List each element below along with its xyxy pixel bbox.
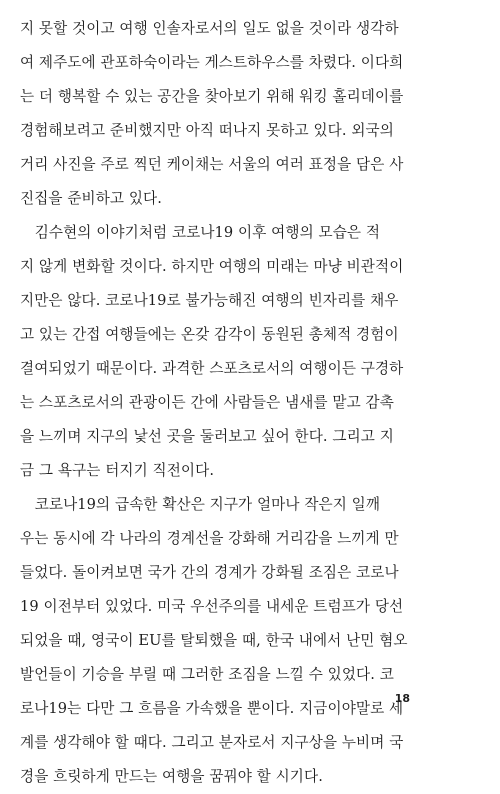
paragraph-2 bbox=[20, 216, 490, 488]
text-line: 는 스포츠로서의 관광이든 간에 사람들은 냄새를 맡고 감촉 bbox=[20, 394, 394, 411]
text-line: 지 못할 것이고 여행 인솔자로서의 일도 없을 것이라 생각하 bbox=[20, 20, 399, 37]
paragraph-3 bbox=[20, 488, 490, 794]
text-line: 지 않게 변화할 것이다. 하지만 여행의 미래는 마냥 비관적이 bbox=[20, 258, 404, 275]
text-line: 김수현의 이야기처럼 코로나19 이후 여행의 모습은 적 bbox=[20, 224, 381, 241]
text-line: 진집을 준비하고 있다. bbox=[20, 190, 162, 207]
text-line: 여 제주도에 관포하숙이라는 게스트하우스를 차렸다. 이다희 bbox=[20, 54, 404, 71]
text-line: 거리 사진을 주로 찍던 케이채는 서울의 여러 표정을 담은 사 bbox=[20, 156, 404, 173]
text-line: 결여되었기 때문이다. 과격한 스포츠로서의 여행이든 구경하 bbox=[20, 360, 404, 377]
text-line: 고 있는 간접 여행들에는 온갖 감각이 동원된 총체적 경험이 bbox=[20, 326, 399, 343]
text-line: 금 그 욕구는 터지기 직전이다. bbox=[20, 462, 215, 479]
text-line: 경험해보려고 준비했지만 아직 떠나지 못하고 있다. 외국의 bbox=[20, 122, 394, 139]
text-line: 로나19는 다만 그 흐름을 가속했을 뿐이다. 지금이야말로 세 bbox=[20, 700, 404, 717]
text-line: 계를 생각해야 할 때다. 그리고 분자로서 지구상을 누비며 국 bbox=[20, 734, 404, 751]
text-line: 되었을 때, 영국이 EU를 탈퇴했을 때, 한국 내에서 난민 혐오 bbox=[20, 632, 408, 649]
text-line: 는 더 행복할 수 있는 공간을 찾아보기 위해 워킹 홀리데이를 bbox=[20, 88, 404, 105]
page-number: 18 bbox=[394, 692, 410, 705]
paragraph-1 bbox=[20, 12, 490, 216]
text-line: 들었다. 돌이켜보면 국가 간의 경계가 강화될 조짐은 코로나 bbox=[20, 564, 399, 581]
text-line: 을 느끼며 지구의 낯선 곳을 둘러보고 싶어 한다. 그리고 지 bbox=[20, 428, 394, 445]
text-line: 지만은 않다. 코로나19로 불가능해진 여행의 빈자리를 채우 bbox=[20, 292, 399, 309]
text-line: 경을 흐릿하게 만드는 여행을 꿈꿔야 할 시기다. bbox=[20, 768, 323, 785]
body-text bbox=[20, 12, 490, 794]
text-line: 코로나19의 급속한 확산은 지구가 얼마나 작은지 일깨 bbox=[20, 496, 381, 513]
text-line: 발언들이 기승을 부릴 때 그러한 조짐을 느낄 수 있었다. 코 bbox=[20, 666, 394, 683]
text-line: 우는 동시에 각 나라의 경계선을 강화해 거리감을 느끼게 만 bbox=[20, 530, 399, 547]
text-line: 19 이전부터 있었다. 미국 우선주의를 내세운 트럼프가 당선 bbox=[20, 598, 404, 615]
